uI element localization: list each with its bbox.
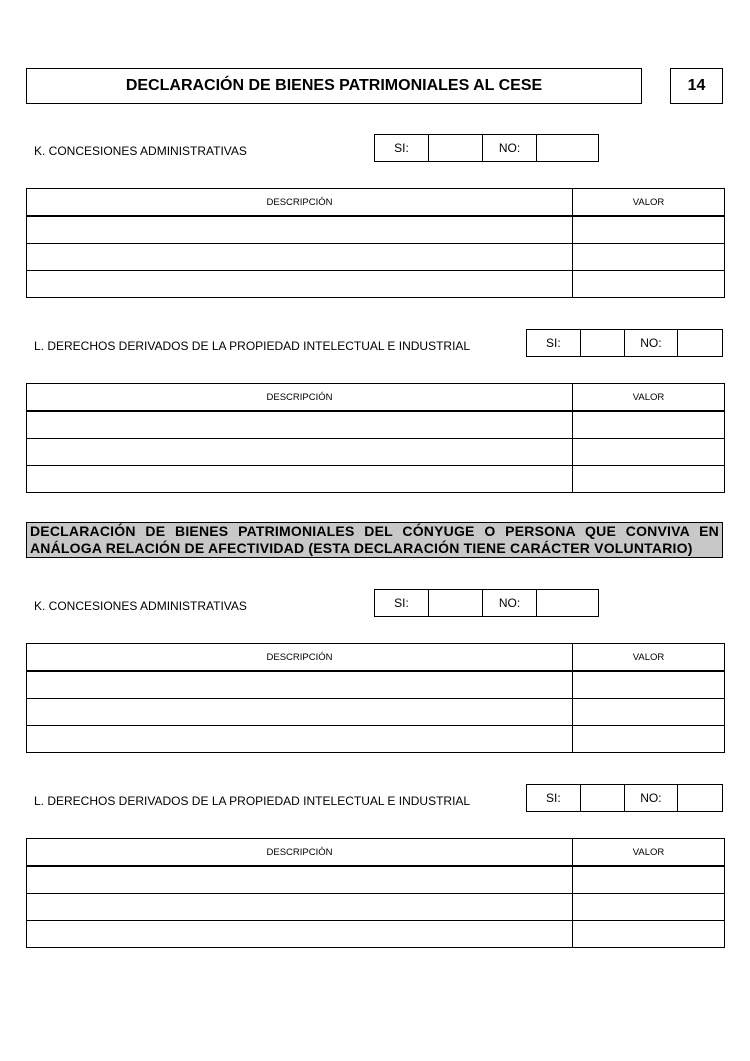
value-cell[interactable] — [573, 244, 725, 271]
description-cell[interactable] — [27, 921, 573, 948]
value-cell[interactable] — [573, 671, 725, 699]
no-checkbox[interactable] — [537, 590, 591, 616]
column-header-valor: VALOR — [573, 839, 725, 867]
yes-no-selector — [526, 329, 723, 357]
page-title: DECLARACIÓN DE BIENES PATRIMONIALES AL CESE — [26, 68, 642, 104]
no-checkbox[interactable] — [678, 330, 722, 356]
column-header-descripcion: DESCRIPCIÓN — [27, 644, 573, 672]
yes-no-selector — [374, 134, 599, 162]
si-checkbox[interactable] — [581, 330, 625, 356]
value-cell[interactable] — [573, 411, 725, 439]
description-cell[interactable] — [27, 271, 573, 298]
table-row — [27, 671, 725, 699]
value-cell[interactable] — [573, 921, 725, 948]
value-cell[interactable] — [573, 866, 725, 894]
value-cell[interactable] — [573, 466, 725, 493]
column-header-descripcion: DESCRIPCIÓN — [27, 384, 573, 412]
description-cell[interactable] — [27, 439, 573, 466]
si-checkbox[interactable] — [581, 785, 625, 811]
si-checkbox[interactable] — [429, 135, 483, 161]
table-row — [27, 921, 725, 948]
column-header-descripcion: DESCRIPCIÓN — [27, 839, 573, 867]
table-row — [27, 894, 725, 921]
no-label: NO: — [483, 135, 537, 161]
si-label: SI: — [375, 135, 429, 161]
column-header-valor: VALOR — [573, 644, 725, 672]
no-label: NO: — [483, 590, 537, 616]
si-checkbox[interactable] — [429, 590, 483, 616]
value-cell[interactable] — [573, 699, 725, 726]
table-row — [27, 244, 725, 271]
description-cell[interactable] — [27, 726, 573, 753]
si-label: SI: — [375, 590, 429, 616]
spouse-concesiones-table — [26, 643, 725, 753]
description-cell[interactable] — [27, 699, 573, 726]
column-header-valor: VALOR — [573, 384, 725, 412]
value-cell[interactable] — [573, 271, 725, 298]
no-label: NO: — [625, 330, 679, 356]
yes-no-selector — [526, 784, 723, 812]
description-cell[interactable] — [27, 866, 573, 894]
description-cell[interactable] — [27, 894, 573, 921]
concesiones-table — [26, 188, 725, 298]
no-label: NO: — [625, 785, 679, 811]
spouse-declaration-banner: DECLARACIÓN DE BIENES PATRIMONIALES DEL CÓNYUGE O PERSONA QUE CONVIVA EN ANÁLOGA RELACIÓN DE AFECTIVIDAD (ESTA DECLARACIÓN TIENE CARÁCTER VOLUNTARIO) — [26, 522, 723, 558]
section-label-l-derechos: L. DERECHOS DERIVADOS DE LA PROPIEDAD INTELECTUAL E INDUSTRIAL — [34, 339, 471, 353]
si-label: SI: — [527, 330, 581, 356]
yes-no-selector — [374, 589, 599, 617]
description-cell[interactable] — [27, 244, 573, 271]
value-cell[interactable] — [573, 216, 725, 244]
section-label-l-derechos: L. DERECHOS DERIVADOS DE LA PROPIEDAD INTELECTUAL E INDUSTRIAL — [34, 794, 471, 808]
value-cell[interactable] — [573, 439, 725, 466]
derechos-table — [26, 383, 725, 493]
si-label: SI: — [527, 785, 581, 811]
table-row — [27, 271, 725, 298]
section-label-k-concesiones: K. CONCESIONES ADMINISTRATIVAS — [34, 144, 247, 158]
table-row — [27, 466, 725, 493]
table-row — [27, 699, 725, 726]
table-row — [27, 439, 725, 466]
value-cell[interactable] — [573, 726, 725, 753]
no-checkbox[interactable] — [537, 135, 591, 161]
column-header-valor: VALOR — [573, 189, 725, 217]
value-cell[interactable] — [573, 894, 725, 921]
table-row — [27, 726, 725, 753]
section-label-k-concesiones: K. CONCESIONES ADMINISTRATIVAS — [34, 599, 247, 613]
table-row — [27, 216, 725, 244]
column-header-descripcion: DESCRIPCIÓN — [27, 189, 573, 217]
table-row — [27, 411, 725, 439]
table-row — [27, 866, 725, 894]
description-cell[interactable] — [27, 411, 573, 439]
spouse-derechos-table — [26, 838, 725, 948]
page-number: 14 — [670, 68, 723, 104]
description-cell[interactable] — [27, 671, 573, 699]
description-cell[interactable] — [27, 216, 573, 244]
no-checkbox[interactable] — [678, 785, 722, 811]
description-cell[interactable] — [27, 466, 573, 493]
